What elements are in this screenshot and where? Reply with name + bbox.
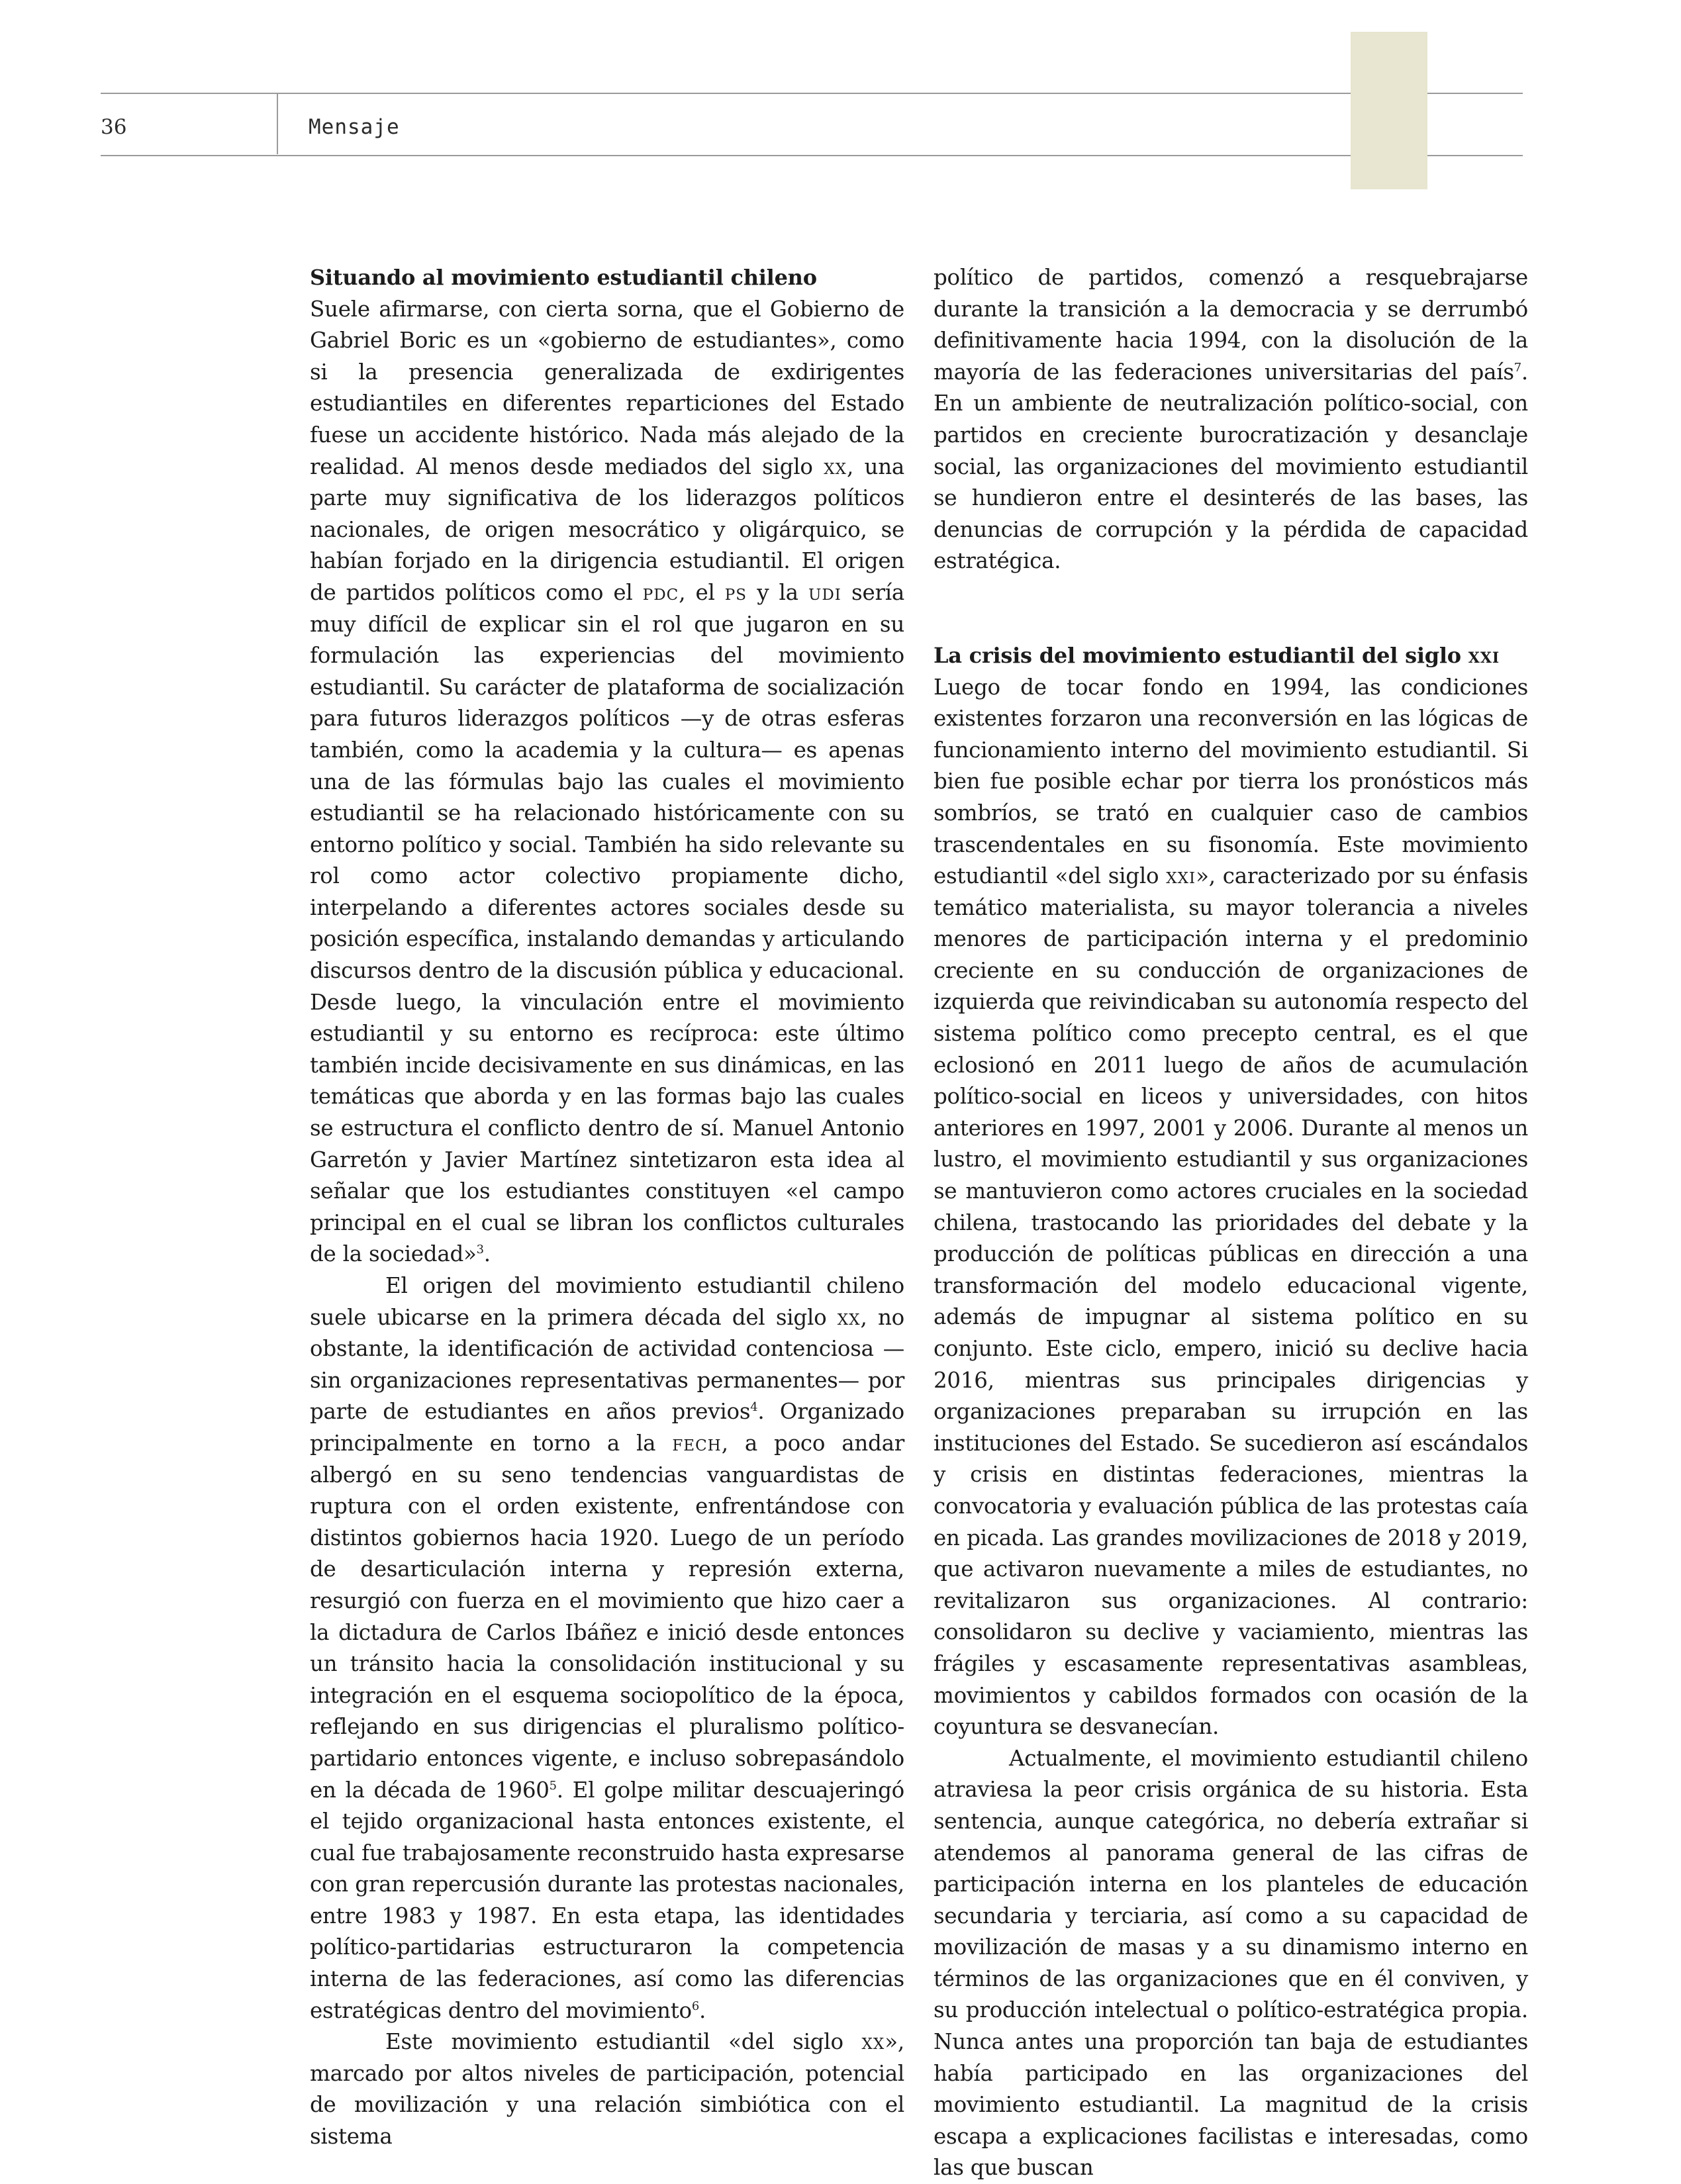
- header-divider: [277, 93, 278, 154]
- header-bottom-rule: [101, 155, 1523, 156]
- right-column: [934, 262, 1528, 2184]
- footnote-ref: 6: [691, 1999, 699, 2013]
- header-top-rule: [101, 93, 1523, 94]
- paragraph: Suele afirmarse, con cierta sorna, que el Gobierno de Gabriel Boric es un «gobierno de estudiantes», como si la presencia generalizada de exdirigentes estudiantiles en diferentes reparticiones del Estado fuese un accidente histórico. Nada más alejado de la realidad. Al menos desde mediados del siglo xx, una parte muy significativa de los liderazgos políticos nacionales, de origen mesocrático y oligárquico, se habían forjado en la dirigencia estudiantil. El origen de partidos políticos como el pdc, el ps y la udi sería muy difícil de explicar sin el rol que jugaron en su formulación las experiencias del movimiento estudiantil. Su carácter de plataforma de socialización para futuros liderazgos políticos —y de otras esferas también, como la academia y la cultura— es apenas una de las fórmulas bajo las cuales el movimiento estudiantil se ha relacionado históricamente con su entorno político y social. También ha sido relevante su rol como actor colectivo propiamente dicho, interpelando a diferentes actores sociales desde su posición específica, instalando demandas y articulando discursos dentro de la discusión pública y educacional. Desde luego, la vinculación entre el movimiento estudiantil y su entorno es recíproca: este último también incide decisivamente en sus dinámicas, en las temáticas que aborda y en las formas bajo las cuales se estructura el conflicto dentro de sí. Manuel Antonio Garretón y Javier Martínez sintetizaron esta idea al señalar que los estudiantes constituyen «el campo principal en el cual se libran los conflictos culturales de la sociedad»$^3$.: [310, 296, 905, 1267]
- section-heading-situando: Situando al movimiento estudiantil chileno: [310, 265, 817, 290]
- running-head: Mensaje: [309, 115, 400, 139]
- paragraph: Este movimiento estudiantil «del siglo xx», marcado por altos niveles de participación, potencial de movilización y una relación simbiótica con el sistema: [310, 2029, 904, 2150]
- section-tab-marker: [1351, 32, 1427, 189]
- paragraph: político de partidos, comenzó a resquebrajarse durante la transición a la democracia y se derrumbó definitivamente hacia 1994, con la disolución de la mayoría de las federaciones universitarias del país$^7$. En un ambiente de neutralización político-social, con partidos en creciente burocratización y desanclaje social, las organizaciones del movimiento estudiantil se hundieron entre el desinterés de las bases, las denuncias de corrupción y la pérdida de capacidad estratégica.: [934, 265, 1528, 574]
- footnote-ref: 3: [476, 1243, 484, 1257]
- paragraph: Luego de tocar fondo en 1994, las condiciones existentes forzaron una reconversión en las lógicas de funcionamiento interno del movimiento estudiantil. Si bien fue posible echar por tierra los pronósticos más sombríos, se trató en cualquier caso de cambios trascendentales en su fisonomía. Este movimiento estudiantil «del siglo xxi», caracterizado por su énfasis temático materialista, su mayor tolerancia a niveles menores de participación interna y el predominio creciente en su conducción de organizaciones de izquierda que reivindicaban su autonomía respecto del sistema político como precepto central, es el que eclosionó en 2011 luego de años de acumulación político-social en liceos y universidades, con hitos anteriores en 1997, 2001 y 2006. Durante al menos un lustro, el movimiento estudiantil y sus organizaciones se mantuvieron como actores cruciales en la sociedad chilena, trastocando las prioridades del debate y la producción de políticas públicas en dirección a una transformación del modelo educacional vigente, además de impugnar al sistema político en su conjunto. Este ciclo, empero, inició su declive hacia 2016, mientras sus principales dirigencias y organizaciones preparaban su irrupción en las instituciones del Estado. Se sucedieron así escándalos y crisis en distintas federaciones, mientras la convocatoria y evaluación pública de las protestas caía en picada. Las grandes movilizaciones de 2018 y 2019, que activaron nuevamente a miles de estudiantes, no revitalizaron sus organizaciones. Al contrario: consolidaron su declive y vaciamiento, mientras las frágiles y escasamente representativas asambleas, movimientos y cabildos formados con ocasión de la coyuntura se desvanecían.: [934, 674, 1528, 1740]
- section-heading-crisis: La crisis del movimiento estudiantil del siglo xxi: [934, 642, 1500, 668]
- paragraph: Actualmente, el movimiento estudiantil chileno atraviesa la peor crisis orgánica de su historia. Esta sentencia, aunque categórica, no debería extrañar si atendemos al panorama general de las cifras de participación interna en los planteles de educación secundaria y terciaria, así como a su capacidad de movilización de masas y a su dinamismo interno en términos de las organizaciones que en él conviven, y su producción intelectual o político-estratégica propia. Nunca antes una proporción tan baja de estudiantes había participado en las organizaciones del movimiento estudiantil. La magnitud de la crisis escapa a explicaciones facilistas e interesadas, como las que buscan: [934, 1745, 1528, 2181]
- footnote-ref: 5: [549, 1778, 557, 1793]
- footnote-ref: 7: [1513, 360, 1521, 375]
- paragraph: El origen del movimiento estudiantil chileno suele ubicarse en la primera década del siglo xx, no obstante, la identificación de actividad contenciosa —sin organizaciones representativas permanentes— por parte de estudiantes en años previos$^4$. Organizado principalmente en torno a la fech, a poco andar albergó en su seno tendencias vanguardistas de ruptura con el orden existente, enfrentándose con distintos gobiernos hacia 1920. Luego de un período de desarticulación interna y represión externa, resurgió con fuerza en el movimiento que hizo caer a la dictadura de Carlos Ibáñez e inició desde entonces un tránsito hacia la consolidación institucional y su integración en el esquema sociopolítico de la época, reflejando en sus dirigencias el pluralismo político-partidario entonces vigente, e incluso sobrepasándolo en la década de 1960$^5$. El golpe militar descuajeringó el tejido organizacional hasta entonces existente, el cual fue trabajosamente reconstruido hasta expresarse con gran repercusión durante las protestas nacionales, entre 1983 y 1987. En esta etapa, las identidades político-partidarias estructuraron la competencia interna de las federaciones, así como las diferencias estratégicas dentro del movimiento$^6$.: [310, 1273, 904, 2023]
- section-spacer: [934, 577, 1528, 640]
- left-column: [310, 262, 904, 2153]
- footnote-ref: 4: [750, 1400, 758, 1415]
- page-number: 36: [101, 115, 127, 139]
